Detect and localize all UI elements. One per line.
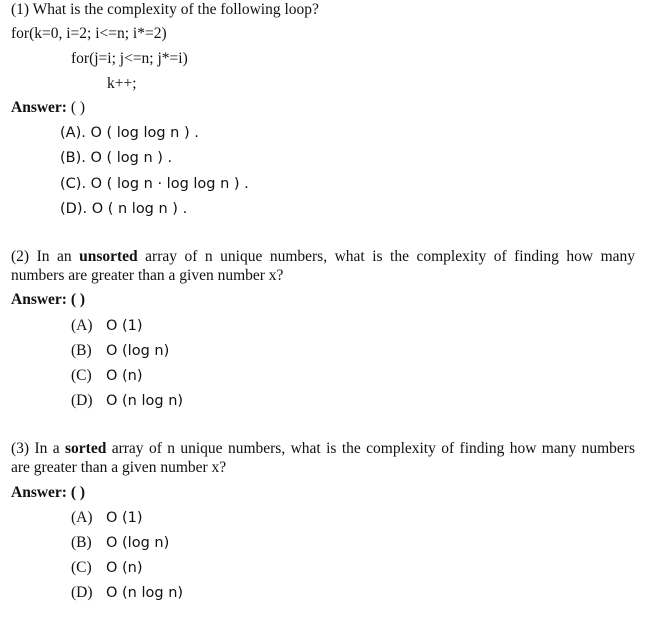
q3-prefix: (3) In a — [11, 440, 66, 457]
q3-option-a-label[interactable]: (A) — [71, 509, 93, 526]
q3-option-b-label[interactable]: (B) — [71, 534, 92, 551]
q3-answer[interactable]: Answer: ( ) — [11, 484, 86, 501]
q1-answer — [11, 98, 85, 118]
q1-option-a[interactable]: (A). O ( log log n ) . — [60, 125, 199, 141]
q3-question-line-1 — [11, 439, 635, 459]
q2-option-b-label[interactable]: (B) — [71, 342, 92, 359]
q2-question-line-2: numbers are greater than a given number x? — [11, 267, 284, 284]
q2-answer[interactable]: Answer: ( ) — [11, 291, 86, 308]
q2-option-a-label[interactable]: (A) — [71, 317, 93, 334]
q3-option-c-label[interactable]: (C) — [71, 559, 92, 576]
q2-option-b-text: O (log n) — [106, 343, 170, 359]
q1-code-line-1: for(k=0, i=2; i<=n; i*=2) — [11, 25, 167, 42]
q2-option-a-text: O (1) — [106, 318, 143, 334]
q1-answer-label: Answer: — [11, 99, 67, 116]
q1-option-d[interactable]: (D). O ( n log n ) . — [60, 201, 188, 217]
q1-code-line-2: for(j=i; j<=n; j*=i) — [71, 50, 188, 67]
q2-option-c-label[interactable]: (C) — [71, 367, 92, 384]
q2-emphasis: unsorted — [79, 248, 138, 265]
q2-question-line-1 — [11, 247, 635, 267]
q3-option-c-text: O (n) — [106, 560, 143, 576]
q1-option-b[interactable]: (B). O ( log n ) . — [60, 150, 173, 166]
q1-code-line-3: k++; — [107, 75, 137, 92]
q2-prefix: (2) In an — [11, 248, 80, 265]
q2-option-d-text: O (n log n) — [106, 393, 184, 409]
q1-question: (1) What is the complexity of the following loop? — [11, 1, 319, 18]
q1-option-c[interactable]: (C). O ( log n · log log n ) . — [60, 176, 249, 192]
q3-emphasis: sorted — [65, 440, 107, 457]
q2-rest: array of n unique numbers, what is the complexity of finding how many — [137, 248, 636, 265]
q3-option-a-text: O (1) — [106, 510, 143, 526]
q3-option-d-label[interactable]: (D) — [71, 584, 93, 601]
q3-question-line-2: are greater than a given number x? — [11, 459, 227, 476]
q2-option-c-text: O (n) — [106, 368, 143, 384]
q3-option-b-text: O (log n) — [106, 535, 170, 551]
q3-rest: array of n unique numbers, what is the complexity of finding how many numbers — [106, 440, 635, 457]
q1-answer-blank[interactable]: ( ) — [70, 99, 86, 116]
q2-option-d-label[interactable]: (D) — [71, 392, 93, 409]
q3-option-d-text: O (n log n) — [106, 585, 184, 601]
